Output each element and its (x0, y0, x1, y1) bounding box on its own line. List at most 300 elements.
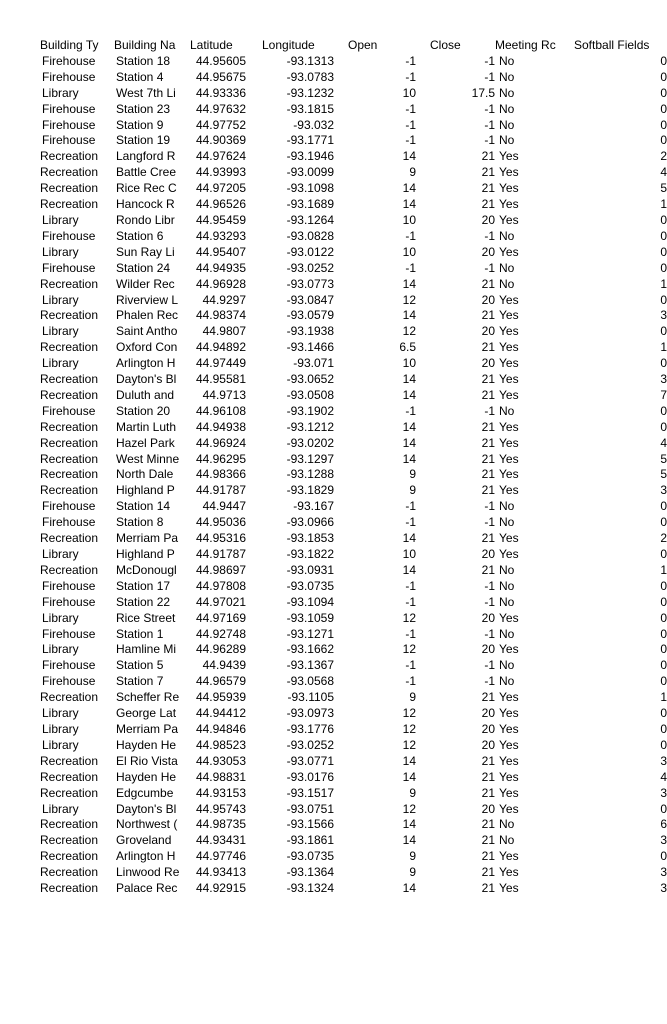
cell-softball-fields[interactable]: 0 (660, 244, 667, 259)
cell-open[interactable]: 14 (402, 562, 416, 577)
cell-meeting-room[interactable]: Yes (499, 785, 519, 800)
cell-meeting-room[interactable]: No (499, 85, 515, 100)
cell-close[interactable]: 21 (481, 865, 495, 880)
cell-open[interactable]: 14 (402, 531, 416, 546)
cell-open[interactable]: -1 (405, 578, 416, 593)
cell-close[interactable]: 21 (481, 372, 495, 387)
cell-latitude[interactable]: 44.97449 (195, 356, 246, 371)
cell-latitude[interactable]: 44.96924 (195, 435, 246, 450)
cell-meeting-room[interactable]: No (499, 817, 515, 832)
cell-meeting-room[interactable]: Yes (499, 737, 519, 752)
cell-close[interactable]: 20 (481, 244, 495, 259)
cell-meeting-room[interactable]: Yes (499, 483, 519, 498)
cell-building-name[interactable]: Station 7 (116, 674, 164, 689)
cell-latitude[interactable]: 44.93293 (195, 228, 246, 243)
cell-building-name[interactable]: Station 6 (116, 228, 164, 243)
cell-open[interactable]: 12 (402, 610, 416, 625)
cell-softball-fields[interactable]: 0 (660, 260, 667, 275)
cell-close[interactable]: 21 (481, 690, 495, 705)
cell-building-name[interactable]: Arlington H (116, 849, 176, 864)
cell-close[interactable]: 21 (481, 340, 495, 355)
cell-longitude[interactable]: -93.1829 (286, 483, 334, 498)
cell-meeting-room[interactable]: No (499, 658, 515, 673)
cell-open[interactable]: 9 (409, 690, 416, 705)
cell-close[interactable]: 20 (481, 356, 495, 371)
cell-meeting-room[interactable]: No (499, 117, 515, 132)
cell-longitude[interactable]: -93.0783 (286, 69, 334, 84)
header-softball-fields[interactable]: Softball Fields (574, 38, 650, 52)
cell-building-name[interactable]: Dayton's Bl (116, 801, 177, 816)
cell-building-name[interactable]: Station 14 (116, 499, 171, 514)
cell-softball-fields[interactable]: 0 (660, 594, 667, 609)
header-latitude[interactable]: Latitude (190, 38, 233, 52)
cell-building-name[interactable]: Station 22 (116, 594, 171, 609)
cell-building-type[interactable]: Library (42, 292, 79, 307)
cell-softball-fields[interactable]: 0 (660, 419, 667, 434)
cell-latitude[interactable]: 44.94938 (195, 419, 246, 434)
cell-meeting-room[interactable]: No (499, 499, 515, 514)
cell-softball-fields[interactable]: 4 (660, 435, 667, 450)
cell-building-type[interactable]: Firehouse (42, 228, 96, 243)
cell-building-name[interactable]: Martin Luth (116, 419, 177, 434)
cell-open[interactable]: 14 (402, 149, 416, 164)
cell-softball-fields[interactable]: 0 (660, 626, 667, 641)
cell-close[interactable]: -1 (484, 69, 495, 84)
cell-longitude[interactable]: -93.0202 (286, 435, 334, 450)
cell-softball-fields[interactable]: 0 (660, 737, 667, 752)
cell-meeting-room[interactable]: No (499, 53, 515, 68)
cell-longitude[interactable]: -93.0735 (286, 849, 334, 864)
cell-close[interactable]: -1 (484, 674, 495, 689)
cell-building-type[interactable]: Firehouse (42, 133, 96, 148)
cell-open[interactable]: 14 (402, 181, 416, 196)
cell-softball-fields[interactable]: 1 (660, 340, 667, 355)
cell-close[interactable]: 20 (481, 721, 495, 736)
cell-building-type[interactable]: Recreation (40, 833, 99, 848)
cell-latitude[interactable]: 44.97752 (195, 117, 246, 132)
cell-building-name[interactable]: Rice Street (116, 610, 176, 625)
cell-softball-fields[interactable]: 0 (660, 212, 667, 227)
cell-softball-fields[interactable]: 1 (660, 276, 667, 291)
cell-close[interactable]: 21 (481, 467, 495, 482)
cell-latitude[interactable]: 44.96108 (195, 403, 246, 418)
cell-latitude[interactable]: 44.94892 (195, 340, 246, 355)
cell-close[interactable]: -1 (484, 578, 495, 593)
cell-meeting-room[interactable]: Yes (499, 849, 519, 864)
cell-open[interactable]: 10 (402, 547, 416, 561)
cell-longitude[interactable]: -93.0176 (286, 769, 334, 784)
cell-open[interactable]: 14 (402, 817, 416, 832)
cell-building-name[interactable]: Hazel Park (116, 435, 175, 450)
cell-building-type[interactable]: Recreation (40, 340, 99, 355)
cell-meeting-room[interactable]: Yes (499, 419, 519, 434)
cell-building-name[interactable]: Station 17 (116, 578, 171, 593)
cell-latitude[interactable]: 44.95459 (195, 212, 246, 227)
cell-open[interactable]: 14 (402, 753, 416, 768)
cell-close[interactable]: 21 (481, 276, 495, 291)
cell-longitude[interactable]: -93.0966 (286, 515, 334, 530)
cell-latitude[interactable]: 44.96579 (195, 674, 246, 689)
cell-open[interactable]: 14 (402, 387, 416, 402)
cell-building-type[interactable]: Library (42, 706, 79, 721)
cell-meeting-room[interactable]: Yes (499, 308, 519, 323)
cell-softball-fields[interactable]: 0 (660, 721, 667, 736)
cell-meeting-room[interactable]: No (499, 674, 515, 689)
cell-building-type[interactable]: Recreation (40, 372, 99, 387)
cell-meeting-room[interactable]: Yes (499, 435, 519, 450)
cell-meeting-room[interactable]: Yes (499, 881, 519, 896)
cell-building-name[interactable]: Station 19 (116, 133, 171, 148)
cell-softball-fields[interactable]: 0 (660, 849, 667, 864)
cell-close[interactable]: 17.5 (471, 85, 495, 100)
cell-softball-fields[interactable]: 0 (660, 658, 667, 673)
cell-close[interactable]: 21 (481, 197, 495, 212)
cell-meeting-room[interactable]: No (499, 69, 515, 84)
cell-open[interactable]: 14 (402, 769, 416, 784)
cell-building-type[interactable]: Recreation (40, 276, 99, 291)
cell-longitude[interactable]: -93.0568 (286, 674, 334, 689)
cell-building-name[interactable]: West 7th Li (116, 85, 176, 100)
cell-close[interactable]: 21 (481, 753, 495, 768)
cell-close[interactable]: -1 (484, 260, 495, 275)
cell-building-name[interactable]: Hayden He (116, 769, 177, 784)
cell-building-name[interactable]: Oxford Con (116, 340, 178, 355)
cell-building-type[interactable]: Recreation (40, 881, 99, 896)
cell-longitude[interactable]: -93.1098 (286, 181, 334, 196)
cell-longitude[interactable]: -93.1297 (286, 451, 334, 466)
cell-meeting-room[interactable]: Yes (499, 372, 519, 387)
cell-latitude[interactable]: 44.9447 (202, 499, 246, 514)
cell-longitude[interactable]: -93.1822 (286, 547, 334, 561)
cell-building-name[interactable]: El Rio Vista (116, 753, 178, 768)
cell-close[interactable]: -1 (484, 626, 495, 641)
cell-building-type[interactable]: Recreation (40, 865, 99, 880)
cell-close[interactable]: 21 (481, 833, 495, 848)
cell-open[interactable]: -1 (405, 133, 416, 148)
cell-open[interactable]: -1 (405, 658, 416, 673)
cell-open[interactable]: 14 (402, 276, 416, 291)
cell-building-type[interactable]: Recreation (40, 419, 99, 434)
cell-longitude[interactable]: -93.071 (293, 356, 334, 371)
cell-open[interactable]: 10 (402, 85, 416, 100)
cell-latitude[interactable]: 44.98523 (195, 737, 246, 752)
cell-open[interactable]: 14 (402, 833, 416, 848)
cell-longitude[interactable]: -93.1212 (286, 419, 334, 434)
cell-latitude[interactable]: 44.95407 (195, 244, 246, 259)
cell-longitude[interactable]: -93.0735 (286, 578, 334, 593)
cell-latitude[interactable]: 44.91787 (195, 547, 246, 561)
cell-open[interactable]: -1 (405, 117, 416, 132)
cell-meeting-room[interactable]: Yes (499, 865, 519, 880)
cell-softball-fields[interactable]: 0 (660, 133, 667, 148)
cell-meeting-room[interactable]: Yes (499, 212, 519, 227)
cell-open[interactable]: -1 (405, 594, 416, 609)
cell-longitude[interactable]: -93.1815 (286, 101, 334, 116)
cell-building-type[interactable]: Library (42, 356, 79, 371)
cell-building-name[interactable]: West Minne (116, 451, 180, 466)
cell-softball-fields[interactable]: 3 (660, 881, 667, 896)
cell-softball-fields[interactable]: 0 (660, 706, 667, 721)
cell-softball-fields[interactable]: 0 (660, 53, 667, 68)
cell-close[interactable]: 21 (481, 149, 495, 164)
cell-open[interactable]: 9 (409, 483, 416, 498)
header-building-type[interactable]: Building Ty (40, 38, 99, 52)
cell-open[interactable]: 14 (402, 451, 416, 466)
cell-latitude[interactable]: 44.93993 (195, 165, 246, 180)
cell-longitude[interactable]: -93.1566 (286, 817, 334, 832)
cell-meeting-room[interactable]: Yes (499, 801, 519, 816)
cell-close[interactable]: -1 (484, 499, 495, 514)
cell-open[interactable]: 9 (409, 467, 416, 482)
cell-softball-fields[interactable]: 5 (660, 467, 667, 482)
cell-latitude[interactable]: 44.97624 (195, 149, 246, 164)
cell-softball-fields[interactable]: 0 (660, 324, 667, 339)
cell-softball-fields[interactable]: 0 (660, 499, 667, 514)
cell-softball-fields[interactable]: 2 (660, 531, 667, 546)
cell-building-type[interactable]: Library (42, 721, 79, 736)
cell-open[interactable]: 14 (402, 372, 416, 387)
cell-open[interactable]: -1 (405, 69, 416, 84)
cell-longitude[interactable]: -93.032 (293, 117, 334, 132)
cell-close[interactable]: -1 (484, 658, 495, 673)
cell-building-name[interactable]: Rondo Libr (116, 212, 175, 227)
cell-building-type[interactable]: Firehouse (42, 403, 96, 418)
cell-longitude[interactable]: -93.1902 (286, 403, 334, 418)
cell-longitude[interactable]: -93.1517 (286, 785, 334, 800)
cell-softball-fields[interactable]: 4 (660, 165, 667, 180)
cell-longitude[interactable]: -93.0122 (286, 244, 334, 259)
cell-meeting-room[interactable]: No (499, 578, 515, 593)
cell-building-type[interactable]: Firehouse (42, 674, 96, 689)
cell-building-type[interactable]: Library (42, 85, 79, 100)
cell-softball-fields[interactable]: 0 (660, 85, 667, 100)
cell-latitude[interactable]: 44.92915 (195, 881, 246, 896)
cell-longitude[interactable]: -93.1466 (286, 340, 334, 355)
cell-close[interactable]: 21 (481, 849, 495, 864)
cell-close[interactable]: 21 (481, 881, 495, 896)
cell-longitude[interactable]: -93.1938 (286, 324, 334, 339)
cell-close[interactable]: -1 (484, 117, 495, 132)
cell-latitude[interactable]: 44.95316 (195, 531, 246, 546)
cell-close[interactable]: 20 (481, 212, 495, 227)
cell-close[interactable]: 20 (481, 642, 495, 657)
cell-open[interactable]: 14 (402, 435, 416, 450)
cell-latitude[interactable]: 44.96526 (195, 197, 246, 212)
cell-open[interactable]: 9 (409, 849, 416, 864)
cell-open[interactable]: 12 (402, 706, 416, 721)
cell-close[interactable]: 20 (481, 706, 495, 721)
cell-latitude[interactable]: 44.96295 (195, 451, 246, 466)
cell-building-name[interactable]: Station 1 (116, 626, 164, 641)
cell-longitude[interactable]: -93.0828 (286, 228, 334, 243)
cell-building-type[interactable]: Library (42, 737, 79, 752)
cell-softball-fields[interactable]: 0 (660, 515, 667, 530)
cell-latitude[interactable]: 44.93413 (195, 865, 246, 880)
cell-building-name[interactable]: Northwest ( (116, 817, 178, 832)
cell-building-type[interactable]: Recreation (40, 690, 99, 705)
cell-building-type[interactable]: Library (42, 547, 79, 561)
cell-meeting-room[interactable]: No (499, 101, 515, 116)
cell-softball-fields[interactable]: 1 (660, 562, 667, 577)
cell-softball-fields[interactable]: 3 (660, 865, 667, 880)
cell-close[interactable]: 21 (481, 785, 495, 800)
cell-softball-fields[interactable]: 0 (660, 101, 667, 116)
cell-building-type[interactable]: Recreation (40, 308, 99, 323)
cell-building-name[interactable]: Highland P (116, 483, 175, 498)
cell-open[interactable]: 12 (402, 324, 416, 339)
cell-building-type[interactable]: Recreation (40, 197, 99, 212)
cell-softball-fields[interactable]: 3 (660, 785, 667, 800)
cell-meeting-room[interactable]: No (499, 562, 515, 577)
cell-softball-fields[interactable]: 6 (660, 817, 667, 832)
cell-open[interactable]: -1 (405, 626, 416, 641)
cell-open[interactable]: -1 (405, 515, 416, 530)
cell-close[interactable]: 20 (481, 547, 495, 561)
cell-close[interactable]: 21 (481, 531, 495, 546)
cell-longitude[interactable]: -93.0579 (286, 308, 334, 323)
cell-latitude[interactable]: 44.9807 (202, 324, 246, 339)
cell-meeting-room[interactable]: Yes (499, 769, 519, 784)
cell-building-name[interactable]: Station 23 (116, 101, 171, 116)
cell-building-name[interactable]: Station 24 (116, 260, 171, 275)
cell-building-name[interactable]: Station 4 (116, 69, 164, 84)
cell-longitude[interactable]: -93.1689 (286, 197, 334, 212)
cell-softball-fields[interactable]: 0 (660, 292, 667, 307)
cell-building-type[interactable]: Recreation (40, 435, 99, 450)
cell-latitude[interactable]: 44.97169 (195, 610, 246, 625)
cell-open[interactable]: 14 (402, 308, 416, 323)
cell-longitude[interactable]: -93.0847 (286, 292, 334, 307)
cell-longitude[interactable]: -93.0773 (286, 276, 334, 291)
cell-longitude[interactable]: -93.1271 (286, 626, 334, 641)
cell-meeting-room[interactable]: Yes (499, 690, 519, 705)
cell-meeting-room[interactable]: Yes (499, 244, 519, 259)
cell-longitude[interactable]: -93.1364 (286, 865, 334, 880)
cell-softball-fields[interactable]: 0 (660, 69, 667, 84)
cell-close[interactable]: 21 (481, 387, 495, 402)
cell-longitude[interactable]: -93.1232 (286, 85, 334, 100)
cell-close[interactable]: -1 (484, 53, 495, 68)
cell-open[interactable]: 9 (409, 865, 416, 880)
cell-building-name[interactable]: Station 8 (116, 515, 164, 530)
cell-meeting-room[interactable]: Yes (499, 753, 519, 768)
cell-building-name[interactable]: Merriam Pa (116, 721, 179, 736)
cell-softball-fields[interactable]: 3 (660, 372, 667, 387)
cell-building-type[interactable]: Firehouse (42, 260, 96, 275)
cell-open[interactable]: 6.5 (399, 340, 416, 355)
cell-meeting-room[interactable]: Yes (499, 165, 519, 180)
cell-latitude[interactable]: 44.97632 (195, 101, 246, 116)
cell-softball-fields[interactable]: 0 (660, 674, 667, 689)
header-meeting-room[interactable]: Meeting Rc (495, 38, 556, 52)
cell-building-type[interactable]: Firehouse (42, 499, 96, 514)
cell-open[interactable]: 12 (402, 737, 416, 752)
cell-building-type[interactable]: Library (42, 244, 79, 259)
cell-close[interactable]: -1 (484, 594, 495, 609)
cell-softball-fields[interactable]: 5 (660, 451, 667, 466)
cell-meeting-room[interactable]: Yes (499, 340, 519, 355)
cell-open[interactable]: -1 (405, 499, 416, 514)
cell-building-name[interactable]: Highland P (116, 547, 175, 561)
cell-softball-fields[interactable]: 1 (660, 197, 667, 212)
cell-open[interactable]: 14 (402, 419, 416, 434)
cell-softball-fields[interactable]: 0 (660, 117, 667, 132)
cell-building-name[interactable]: Hancock R (116, 197, 175, 212)
cell-longitude[interactable]: -93.0252 (286, 737, 334, 752)
cell-open[interactable]: 10 (402, 356, 416, 371)
cell-building-type[interactable]: Firehouse (42, 594, 96, 609)
cell-close[interactable]: -1 (484, 133, 495, 148)
cell-latitude[interactable]: 44.97205 (195, 181, 246, 196)
cell-latitude[interactable]: 44.95743 (195, 801, 246, 816)
cell-latitude[interactable]: 44.98831 (195, 769, 246, 784)
cell-close[interactable]: 20 (481, 737, 495, 752)
cell-open[interactable]: 12 (402, 721, 416, 736)
cell-close[interactable]: 21 (481, 419, 495, 434)
cell-building-name[interactable]: Sun Ray Li (116, 244, 175, 259)
cell-building-name[interactable]: Scheffer Re (116, 690, 180, 705)
cell-softball-fields[interactable]: 3 (660, 483, 667, 498)
cell-longitude[interactable]: -93.1324 (286, 881, 334, 896)
header-building-name[interactable]: Building Na (114, 38, 176, 52)
cell-open[interactable]: 12 (402, 642, 416, 657)
cell-building-type[interactable]: Library (42, 801, 79, 816)
cell-softball-fields[interactable]: 3 (660, 753, 667, 768)
cell-meeting-room[interactable]: Yes (499, 197, 519, 212)
cell-longitude[interactable]: -93.1288 (286, 467, 334, 482)
cell-close[interactable]: 21 (481, 817, 495, 832)
cell-longitude[interactable]: -93.0508 (286, 387, 334, 402)
header-close[interactable]: Close (430, 38, 461, 52)
cell-softball-fields[interactable]: 5 (660, 181, 667, 196)
cell-longitude[interactable]: -93.0771 (286, 753, 334, 768)
cell-longitude[interactable]: -93.1853 (286, 531, 334, 546)
cell-latitude[interactable]: 44.95939 (195, 690, 246, 705)
cell-building-name[interactable]: Riverview L (116, 292, 179, 307)
cell-meeting-room[interactable]: No (499, 260, 515, 275)
cell-building-name[interactable]: Station 9 (116, 117, 164, 132)
cell-meeting-room[interactable]: Yes (499, 531, 519, 546)
cell-building-type[interactable]: Firehouse (42, 515, 96, 530)
cell-longitude[interactable]: -93.1771 (286, 133, 334, 148)
cell-building-type[interactable]: Recreation (40, 451, 99, 466)
cell-meeting-room[interactable]: Yes (499, 356, 519, 371)
cell-open[interactable]: 12 (402, 801, 416, 816)
cell-close[interactable]: 20 (481, 324, 495, 339)
cell-building-name[interactable]: Station 18 (116, 53, 171, 68)
cell-building-name[interactable]: Rice Rec C (116, 181, 177, 196)
cell-softball-fields[interactable]: 0 (660, 578, 667, 593)
cell-open[interactable]: -1 (405, 53, 416, 68)
cell-softball-fields[interactable]: 0 (660, 356, 667, 371)
cell-building-name[interactable]: Dayton's Bl (116, 372, 177, 387)
cell-open[interactable]: -1 (405, 403, 416, 418)
cell-building-type[interactable]: Recreation (40, 562, 99, 577)
header-longitude[interactable]: Longitude (262, 38, 315, 52)
cell-building-name[interactable]: Merriam Pa (116, 531, 179, 546)
cell-longitude[interactable]: -93.167 (293, 499, 334, 514)
cell-longitude[interactable]: -93.1059 (286, 610, 334, 625)
cell-softball-fields[interactable]: 0 (660, 610, 667, 625)
cell-latitude[interactable]: 44.91787 (195, 483, 246, 498)
cell-meeting-room[interactable]: Yes (499, 706, 519, 721)
cell-building-type[interactable]: Recreation (40, 181, 99, 196)
cell-building-type[interactable]: Recreation (40, 467, 99, 482)
cell-meeting-room[interactable]: Yes (499, 721, 519, 736)
cell-building-type[interactable]: Firehouse (42, 658, 96, 673)
cell-building-type[interactable]: Library (42, 610, 79, 625)
cell-building-name[interactable]: Hamline Mi (116, 642, 177, 657)
